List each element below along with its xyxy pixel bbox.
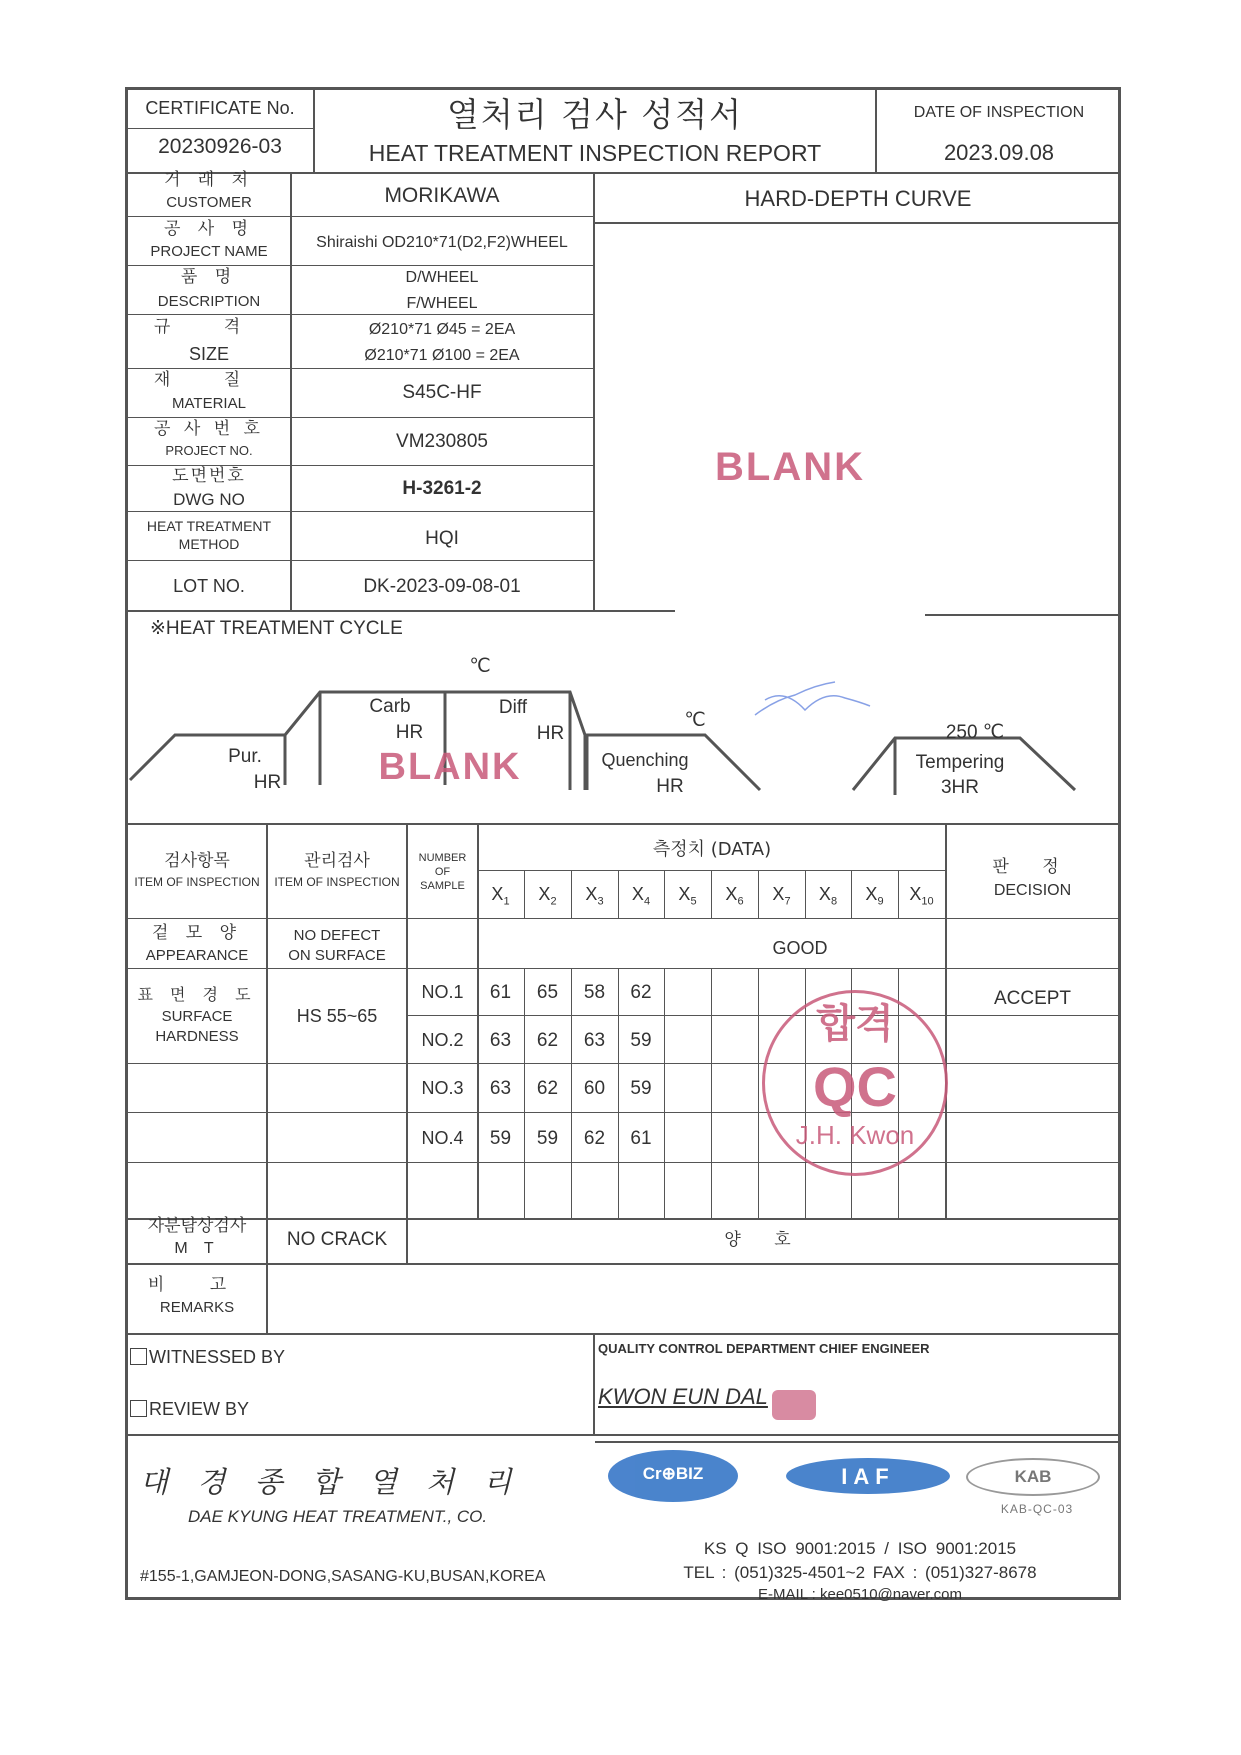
sample-name: NO.3 — [421, 1078, 464, 1098]
hard-depth-blank-stamp: BLANK — [715, 445, 865, 489]
mt-result: 양 호 — [724, 1230, 805, 1250]
mt-spec: NO CRACK — [286, 1229, 388, 1250]
col-num-3: SAMPLE — [420, 880, 465, 892]
project-no-label-ko: 공 사 번 호 — [154, 419, 264, 439]
col-num-1: NUMBER — [418, 852, 467, 864]
col-item-en: ITEM OF INSPECTION — [134, 875, 260, 889]
iaf-logo-text: IAF — [841, 1464, 895, 1489]
col-mgmt-en: ITEM OF INSPECTION — [274, 875, 400, 889]
witnessed-label: WITNESSED BY — [149, 1347, 286, 1367]
qc-stamp-pass: 합격 — [816, 1001, 894, 1047]
material-label-ko: 재 질 — [153, 370, 265, 390]
x-header-9: $X_9$ — [865, 884, 884, 908]
iaf-logo — [786, 1458, 950, 1494]
remarks-en: REMARKS — [159, 1299, 235, 1316]
customer-value: MORIKAWA — [384, 184, 500, 207]
appearance-spec-2: ON SURFACE — [288, 947, 386, 964]
remarks-ko: 비 고 — [147, 1275, 247, 1295]
col-item-ko: 검사항목 — [164, 851, 230, 871]
date-label: DATE OF INSPECTION — [913, 104, 1085, 121]
carb-hr: HR — [395, 722, 424, 743]
x-header-10: $X_{10}$ — [909, 884, 934, 908]
report-title-korean: 열처리 검사 성적서 — [446, 95, 743, 134]
engineer-seal — [772, 1390, 816, 1420]
sample-value: 63 — [489, 1078, 512, 1099]
size-label-en: SIZE — [188, 344, 229, 364]
size-label-ko: 규 격 — [153, 317, 265, 337]
size-value-1: Ø210*71 Ø45 = 2EA — [368, 321, 516, 338]
dwg-no-label-ko: 도면번호 — [172, 466, 246, 486]
qc-dept-title: QUALITY CONTROL DEPARTMENT CHIEF ENGINEER — [598, 1341, 930, 1356]
certificate-number: 20230926-03 — [158, 135, 282, 158]
contact-email: E-MAIL : kee0510@naver.com — [758, 1586, 962, 1603]
col-num-2: OF — [434, 866, 451, 878]
chief-engineer-name: KWON EUN DAL — [598, 1384, 768, 1409]
description-value-1: D/WHEEL — [405, 269, 479, 286]
sample-value: 62 — [630, 982, 652, 1003]
signature-mark — [755, 682, 870, 715]
hard-depth-title: HARD-DEPTH CURVE — [744, 186, 972, 211]
contact-tel-fax: TEL : (051)325-4501~2 FAX : (051)327-8678 — [683, 1563, 1037, 1582]
iso-certification: KS Q ISO 9001:2015 / ISO 9001:2015 — [703, 1539, 1017, 1558]
witnessed-checkbox[interactable] — [130, 1348, 147, 1365]
mt-en: M T — [174, 1240, 220, 1257]
project-no-value: VM230805 — [396, 431, 488, 452]
witnessed-by[interactable] — [130, 1347, 285, 1368]
date-of-inspection: 2023.09.08 — [943, 140, 1055, 165]
x-header-3: $X_3$ — [585, 884, 604, 908]
sample-value: 59 — [536, 1128, 559, 1149]
description-label-ko: 품 명 — [180, 267, 238, 287]
material-label-en: MATERIAL — [172, 395, 246, 412]
project-name-label-ko: 공 사 명 — [163, 219, 255, 239]
diff-hr: HR — [536, 723, 565, 744]
sample-name: NO.1 — [421, 982, 464, 1002]
review-label: REVIEW BY — [149, 1399, 250, 1419]
quenching-label: Quenching — [601, 750, 689, 770]
crebiz-logo-text: Cr⊕BIZ — [642, 1464, 704, 1483]
kab-logo — [966, 1458, 1100, 1496]
x-header-7: $X_7$ — [772, 884, 791, 908]
sample-value: 59 — [489, 1128, 512, 1149]
x-header-6: $X_6$ — [725, 884, 744, 908]
diff-label: Diff — [498, 697, 528, 718]
qc-stamp-qc: QC — [813, 1055, 897, 1118]
hardness-en-1: SURFACE — [161, 1008, 233, 1025]
project-no-label-en: PROJECT NO. — [165, 443, 253, 458]
material-value: S45C-HF — [402, 382, 482, 403]
sample-value: 61 — [489, 982, 512, 1003]
sample-value: 62 — [583, 1128, 606, 1149]
pur-label: Pur. — [228, 746, 262, 767]
decision-en: DECISION — [993, 882, 1072, 899]
description-label-en: DESCRIPTION — [157, 293, 261, 310]
temper-hr: 3HR — [940, 777, 979, 798]
description-value-2: F/WHEEL — [406, 295, 478, 312]
data-title: 측정치 (DATA) — [652, 839, 772, 860]
cycle-title: ※HEAT TREATMENT CYCLE — [150, 618, 403, 639]
cycle-unit-top: ℃ — [469, 656, 491, 677]
company-name-korean: 대 경 종 합 열 처 리 — [140, 1465, 522, 1499]
quench-hr: HR — [656, 776, 684, 797]
hardness-spec: HS 55~65 — [296, 1006, 378, 1026]
method-label-2: METHOD — [178, 536, 240, 552]
sample-value: 59 — [630, 1030, 652, 1051]
sample-value: 59 — [630, 1078, 652, 1099]
sample-name: NO.2 — [421, 1030, 464, 1050]
x-header-2: $X_2$ — [538, 884, 557, 908]
col-mgmt-ko: 관리검사 — [304, 851, 370, 871]
sample-value: 62 — [536, 1078, 559, 1099]
sample-value: 65 — [536, 982, 559, 1003]
company-address: #155-1,GAMJEON-DONG,SASANG-KU,BUSAN,KOREA — [140, 1568, 546, 1585]
project-name-label-en: PROJECT NAME — [150, 243, 268, 260]
hardness-en-2: HARDNESS — [155, 1028, 239, 1045]
x-header-1: $X_1$ — [491, 884, 510, 908]
hardness-ko: 표 면 경 도 — [137, 985, 257, 1004]
sample-value: 61 — [630, 1128, 652, 1149]
decision-ko: 판 정 — [992, 857, 1073, 877]
review-checkbox[interactable] — [130, 1400, 147, 1417]
quench-unit: ℃ — [684, 710, 706, 731]
carb-label: Carb — [369, 696, 411, 717]
appearance-result: GOOD — [772, 938, 828, 958]
pur-hr: HR — [253, 772, 282, 793]
x-header-8: $X_8$ — [818, 884, 838, 908]
sample-value: 63 — [489, 1030, 512, 1051]
method-label-1: HEAT TREATMENT — [146, 518, 272, 534]
appearance-en: APPEARANCE — [145, 947, 249, 964]
sample-value: 63 — [583, 1030, 606, 1051]
decision-value: ACCEPT — [993, 988, 1072, 1009]
sample-name: NO.4 — [421, 1128, 464, 1148]
tempering-label: Tempering — [915, 752, 1005, 773]
method-value: HQI — [425, 528, 459, 549]
crebiz-logo — [608, 1450, 738, 1502]
company-name-english: DAE KYUNG HEAT TREATMENT., CO. — [188, 1507, 488, 1526]
x-header-5: $X_5$ — [678, 884, 697, 908]
kab-code: KAB-QC-03 — [1000, 1502, 1074, 1516]
x-header-4: $X_4$ — [631, 884, 651, 908]
size-value-2: Ø210*71 Ø100 = 2EA — [364, 347, 520, 364]
sample-value: 62 — [536, 1030, 559, 1051]
dwg-no-value: H-3261-2 — [402, 478, 482, 499]
sample-value: 58 — [583, 982, 606, 1003]
sample-value: 60 — [583, 1078, 606, 1099]
appearance-spec-1: NO DEFECT — [293, 927, 381, 944]
qc-stamp — [762, 990, 948, 1176]
report-title-english: HEAT TREATMENT INSPECTION REPORT — [368, 140, 822, 166]
review-by[interactable] — [130, 1399, 249, 1420]
lot-no-value: DK-2023-09-08-01 — [363, 576, 521, 597]
dwg-no-label-en: DWG NO — [173, 490, 245, 509]
customer-label-ko: 거 래 처 — [163, 170, 255, 190]
cycle-blank-stamp: BLANK — [378, 746, 522, 788]
kab-logo-text: KAB — [1014, 1467, 1052, 1486]
project-name-value: Shiraishi OD210*71(D2,F2)WHEEL — [316, 234, 568, 251]
customer-label-en: CUSTOMER — [166, 194, 252, 211]
lot-no-label: LOT NO. — [173, 576, 245, 596]
qc-stamp-name: J.H. Kwon — [795, 1120, 915, 1150]
certificate-label: CERTIFICATE No. — [145, 98, 295, 118]
temper-temp: 250 ℃ — [945, 722, 1005, 743]
mt-ko: 자분탐상검사 — [147, 1216, 247, 1236]
appearance-ko: 겉 모 양 — [151, 923, 243, 943]
